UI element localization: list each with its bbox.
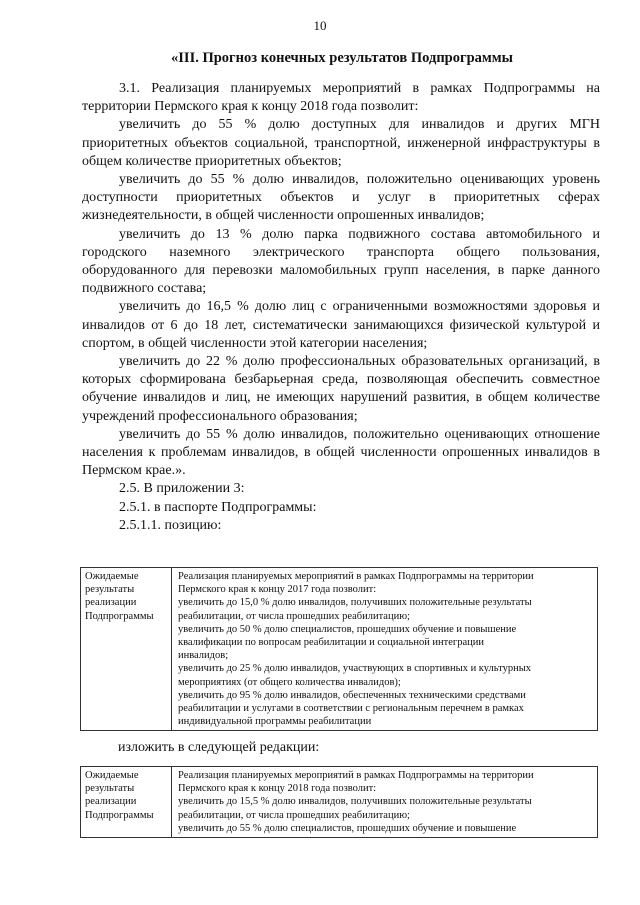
table-line: увеличить до 50 % долю специалистов, прошедших обучение и повышение bbox=[178, 623, 517, 635]
table-line: увеличить до 25 % долю инвалидов, участвующих в спортивных и культурных bbox=[178, 663, 532, 675]
table-line: увеличить до 15,0 % долю инвалидов, получивших положительные результаты bbox=[178, 597, 532, 609]
new-position-table bbox=[80, 766, 598, 838]
paragraph-item-transport: увеличить до 13 % долю парка подвижного состава автомобильного и городского наземного электрического транспорта общего пользования, оборудованного для перевозки маломобильных групп населения, в парке данного подвижного состава; bbox=[82, 226, 600, 297]
document-body bbox=[82, 80, 600, 535]
table-line: мероприятиях (от общего количества инвалидов); bbox=[178, 676, 401, 688]
paragraph-item-public-attitude: увеличить до 55 % долю инвалидов, положительно оценивающих отношение населения к проблемам инвалидов, в общей численности опрошенных инвалидов в Пермском крае.». bbox=[82, 426, 600, 479]
paragraph-item-education: увеличить до 22 % долю профессиональных образовательных организаций, в которых сформирована безбарьерная среда, позволяющая обеспечить совместное обучение инвалидов и лиц, не имеющих нарушений развития, в общем количестве учреждений профессионального образования; bbox=[82, 354, 600, 424]
table-line: квалификации по вопросам реабилитации и социальной интеграции bbox=[178, 637, 484, 649]
table-row bbox=[81, 767, 598, 838]
paragraph-item-positive-assessment: увеличить до 55 % долю инвалидов, положительно оценивающих уровень доступности приоритетных объектов и услуг в приоритетных сферах жизнедеятельности, в общей численности опрошенных инвалидов; bbox=[82, 172, 600, 224]
section-heading: «III. Прогноз конечных результатов Подпрограммы bbox=[171, 50, 513, 66]
table-line: Реализация планируемых мероприятий в рамках Подпрограммы на территории bbox=[178, 571, 534, 582]
paragraph-item-mgn-objects: увеличить до 55 % долю доступных для инвалидов и других МГН приоритетных объектов социальной, транспортной, инженерной инфраструктуры в общем количестве приоритетных объектов; bbox=[82, 117, 600, 169]
table-content-cell bbox=[172, 568, 598, 731]
table-row bbox=[81, 568, 598, 731]
table-line: реабилитации и услугами в соответствии с региональным перечнем в рамках bbox=[178, 703, 524, 715]
paragraph-appendix-3: 2.5. В приложении 3: bbox=[119, 481, 245, 497]
table-label-cell: Ожидаемые результаты реализации Подпрограммы bbox=[81, 568, 172, 731]
table-line: реабилитации, от числа прошедших реабилитацию; bbox=[178, 809, 410, 821]
paragraph-passport: 2.5.1. в паспорте Подпрограммы: bbox=[119, 499, 317, 515]
paragraph-position: 2.5.1.1. позицию: bbox=[119, 517, 222, 533]
table-line: Пермского края к концу 2017 года позволит: bbox=[178, 584, 377, 596]
table-line: Реализация планируемых мероприятий в рамках Подпрограммы на территории bbox=[178, 770, 534, 781]
table-label-cell: Ожидаемые результаты реализации Подпрограммы bbox=[81, 767, 172, 838]
table-line: реабилитации, от числа прошедших реабилитацию; bbox=[178, 610, 410, 622]
table-line: индивидуальной программы реабилитации bbox=[178, 716, 372, 728]
table-line: увеличить до 55 % долю специалистов, прошедших обучение и повышение bbox=[178, 822, 517, 834]
table-line: инвалидов; bbox=[178, 650, 229, 662]
page-number: 10 bbox=[313, 18, 327, 33]
table-line: Пермского края к концу 2018 года позволит: bbox=[178, 783, 377, 795]
table-line: увеличить до 15,5 % долю инвалидов, получивших положительные результаты bbox=[178, 796, 532, 808]
old-position-table bbox=[80, 567, 598, 731]
table-content-cell bbox=[172, 767, 598, 838]
table-line: увеличить до 95 % долю инвалидов, обеспеченных техническими средствами bbox=[178, 689, 526, 701]
new-wording-caption: изложить в следующей редакции: bbox=[118, 740, 320, 755]
paragraph-intro: 3.1. Реализация планируемых мероприятий в рамках Подпрограммы на территории Пермского края к концу 2018 года позволит: bbox=[82, 81, 600, 115]
paragraph-item-sport: увеличить до 16,5 % долю лиц с ограниченными возможностями здоровья и инвалидов от 6 до 18 лет, систематически занимающихся физической культурой и спортом, в общей численности этой категории населения; bbox=[82, 299, 600, 351]
